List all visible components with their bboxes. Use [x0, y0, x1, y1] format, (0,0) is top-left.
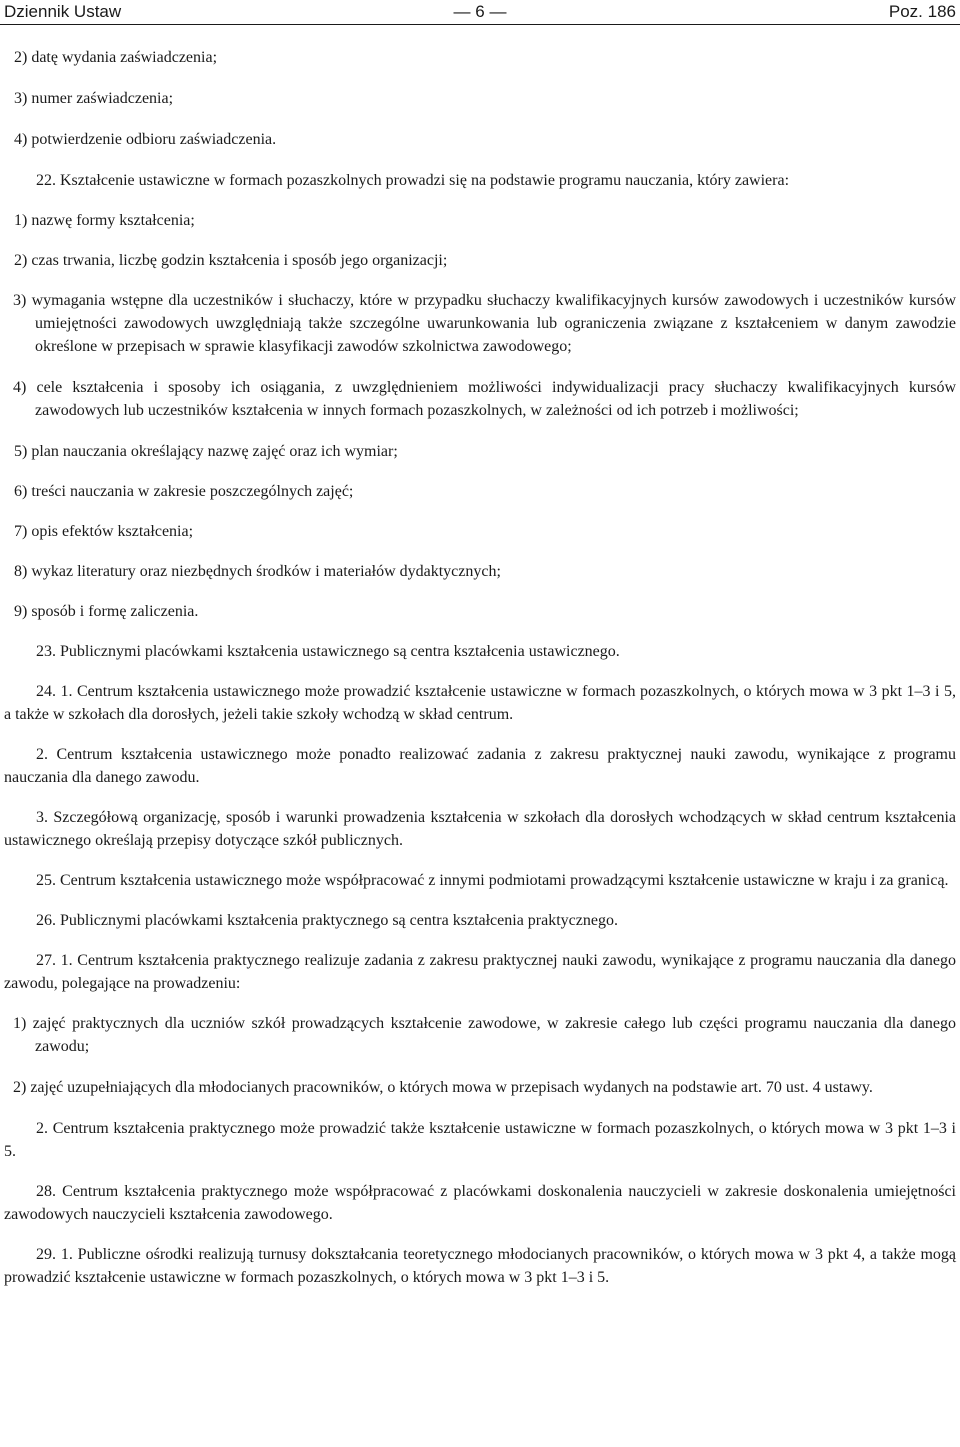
document-body: [4, 25, 956, 1289]
paragraph: 22. Kształcenie ustawiczne w formach pozaszkolnych prowadzi się na podstawie programu nauczania, który zawiera:: [36, 172, 790, 189]
paragraph: 2. Centrum kształcenia ustawicznego może ponadto realizować zadania z zakresu praktycznej nauki zawodu, wynikające z programu nauczania dla danego zawodu.: [4, 746, 956, 786]
journal-title: Dziennik Ustaw: [4, 2, 122, 21]
list-item: 2) zajęć uzupełniających dla młodocianych pracowników, o których mowa w przepisach wydanych na podstawie art. 70 ust. 4 ustawy.: [13, 1079, 873, 1096]
list-item: 4) potwierdzenie odbioru zaświadczenia.: [14, 131, 277, 148]
list-item: 5) plan nauczania określający nazwę zajęć oraz ich wymiar;: [14, 443, 398, 460]
list-item: 6) treści nauczania w zakresie poszczególnych zajęć;: [14, 483, 354, 500]
list-item: 9) sposób i formę zaliczenia.: [14, 603, 199, 620]
paragraph: 2. Centrum kształcenia praktycznego może prowadzić także kształcenie ustawiczne w formach pozaszkolnych, o których mowa w 3 pkt 1–3 i 5.: [4, 1120, 956, 1160]
paragraph: 26. Publicznymi placówkami kształcenia praktycznego są centra kształcenia praktycznego.: [36, 912, 618, 929]
paragraph: 25. Centrum kształcenia ustawicznego może współpracować z innymi podmiotami prowadzącymi kształcenie ustawiczne w kraju i za granicą.: [36, 872, 949, 889]
list-item: 3) wymagania wstępne dla uczestników i słuchaczy, które w przypadku słuchaczy kwalifikacyjnych kursów zawodowych i uczestników kursów umiejętności zawodowych uwzględniają także szczególne uwarunkowania lub ograniczenia związane z kształceniem w danym zawodzie określone w przepisach w sprawie klasyfikacji zawodów szkolnictwa zawodowego;: [13, 292, 956, 355]
list-item: 1) nazwę formy kształcenia;: [14, 212, 195, 229]
list-item: 4) cele kształcenia i sposoby ich osiągania, z uwzględnieniem możliwości indywidualizacji pracy słuchaczy kwalifikacyjnych kursów zawodowych lub uczestników kształcenia w innych formach pozaszkolnych, w zależności od ich potrzeb i możliwości;: [13, 379, 956, 419]
page-number: — 6 —: [453, 2, 507, 21]
page-header: [0, 0, 960, 25]
paragraph: 24. 1. Centrum kształcenia ustawicznego może prowadzić kształcenie ustawiczne w formach pozaszkolnych, o których mowa w 3 pkt 1–3 i 5, a także w szkołach dla dorosłych, jeżeli takie szkoły wchodzą w skład centrum.: [4, 683, 956, 723]
paragraph: 23. Publicznymi placówkami kształcenia ustawicznego są centra kształcenia ustawicznego.: [36, 643, 620, 660]
position-number: Poz. 186: [888, 2, 956, 21]
paragraph: 29. 1. Publiczne ośrodki realizują turnusy dokształcania teoretycznego młodocianych pracowników, o których mowa w 3 pkt 4, a także mogą prowadzić kształcenie ustawiczne w formach pozaszkolnych, o których mowa w 3 pkt 1–3 i 5.: [4, 1246, 956, 1286]
list-item: 7) opis efektów kształcenia;: [14, 523, 194, 540]
paragraph: 3. Szczegółową organizację, sposób i warunki prowadzenia kształcenia w szkołach dla dorosłych wchodzących w skład centrum kształcenia ustawicznego określają przepisy dotyczące szkół publicznych.: [4, 809, 956, 849]
list-item: 2) datę wydania zaświadczenia;: [14, 49, 218, 66]
paragraph: 27. 1. Centrum kształcenia praktycznego realizuje zadania z zakresu praktycznej nauki zawodu, wynikające z programu nauczania dla danego zawodu, polegające na prowadzeniu:: [4, 952, 956, 992]
paragraph: 28. Centrum kształcenia praktycznego może współpracować z placówkami doskonalenia nauczycieli w zakresie doskonalenia umiejętności zawodowych nauczycieli kształcenia zawodowego.: [4, 1183, 956, 1223]
list-item: 3) numer zaświadczenia;: [14, 90, 174, 107]
list-item: 1) zajęć praktycznych dla uczniów szkół prowadzących kształcenie zawodowe, w zakresie całego lub części programu nauczania dla danego zawodu;: [13, 1015, 956, 1055]
list-item: 2) czas trwania, liczbę godzin kształcenia i sposób jego organizacji;: [14, 252, 448, 269]
list-item: 8) wykaz literatury oraz niezbędnych środków i materiałów dydaktycznych;: [14, 563, 501, 580]
